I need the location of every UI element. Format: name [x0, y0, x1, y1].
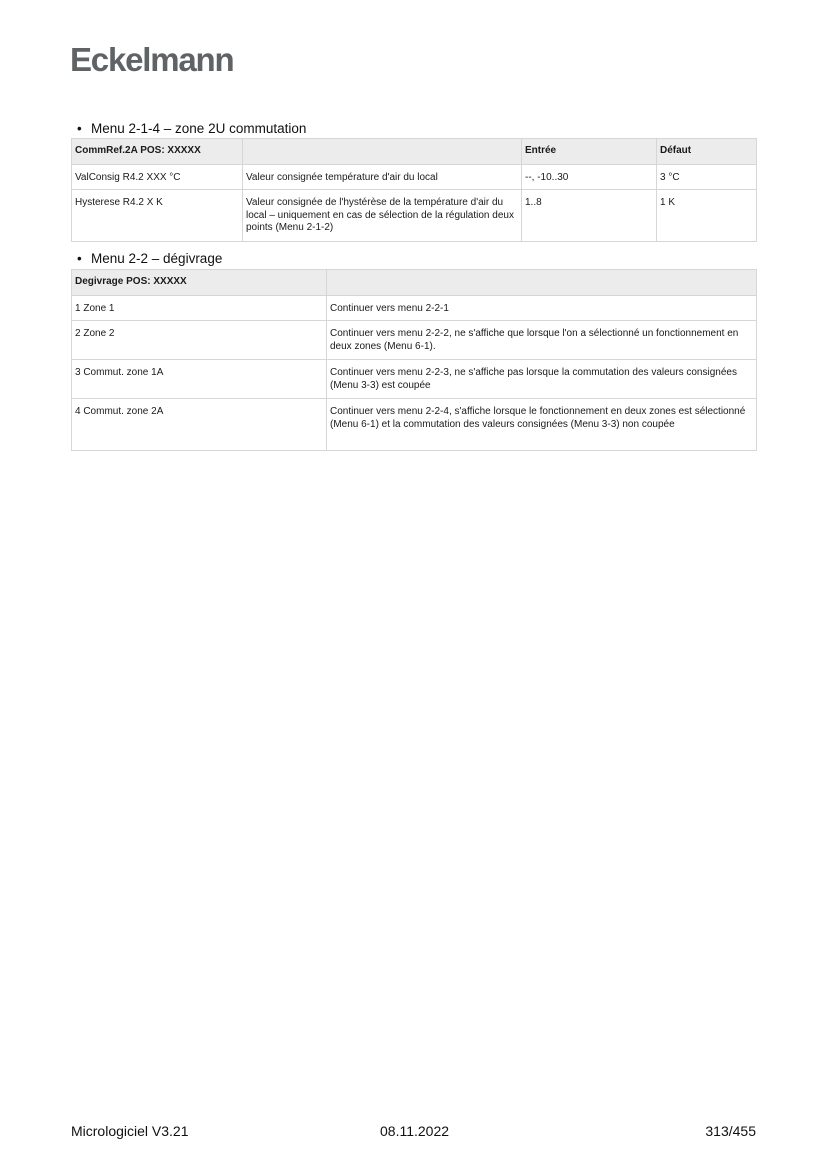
- eckelmann-logo: Eckelmann: [70, 41, 234, 78]
- bullet-icon: •: [77, 251, 82, 266]
- table-cell: 1..8: [522, 190, 657, 242]
- table-row: [72, 360, 757, 399]
- header-cell: Défaut: [657, 139, 757, 165]
- header-cell: [327, 270, 757, 296]
- table-cell: 2 Zone 2: [72, 321, 327, 360]
- table-cell: 1 Zone 1: [72, 296, 327, 321]
- section-heading-text: Menu 2-1-4 – zone 2U commutation: [91, 121, 307, 136]
- table-cell: Continuer vers menu 2-2-4, s'affiche lorsque le fonctionnement en deux zones est sélectionné (Menu 6-1) et la commutation des valeurs consignées (Menu 3-3) non coupée: [327, 399, 757, 451]
- table-row: [72, 321, 757, 360]
- table-cell: 4 Commut. zone 2A: [72, 399, 327, 451]
- menu-2-2-table: [71, 269, 757, 451]
- header-cell: CommRef.2A POS: XXXXX: [72, 139, 243, 165]
- table-cell: ValConsig R4.2 XXX °C: [72, 165, 243, 190]
- table-cell: 3 °C: [657, 165, 757, 190]
- section-heading-menu-2-1-4: [77, 120, 306, 138]
- footer-page-number: 313/455: [705, 1123, 756, 1139]
- section-heading-text: Menu 2-2 – dégivrage: [91, 251, 223, 266]
- header-cell: Degivrage POS: XXXXX: [72, 270, 327, 296]
- table-cell: Continuer vers menu 2-2-2, ne s'affiche que lorsque l'on a sélectionné un fonctionnement en deux zones (Menu 6-1).: [327, 321, 757, 360]
- table-header-row: [72, 139, 757, 165]
- footer-firmware-version: Micrologiciel V3.21: [71, 1123, 189, 1139]
- table-cell: Hysterese R4.2 X K: [72, 190, 243, 242]
- table-cell: Valeur consignée température d'air du local: [243, 165, 522, 190]
- table-row: [72, 399, 757, 451]
- table-cell: 3 Commut. zone 1A: [72, 360, 327, 399]
- header-cell: [243, 139, 522, 165]
- table-header-row: [72, 270, 757, 296]
- table-row: [72, 190, 757, 242]
- table-cell: Continuer vers menu 2-2-3, ne s'affiche pas lorsque la commutation des valeurs consignées (Menu 3-3) est coupée: [327, 360, 757, 399]
- footer-date: 08.11.2022: [380, 1123, 450, 1139]
- table-cell: --, -10..30: [522, 165, 657, 190]
- table-cell: 1 K: [657, 190, 757, 242]
- header-cell: Entrée: [522, 139, 657, 165]
- table-cell: Valeur consignée de l'hystérèse de la température d'air du local – uniquement en cas de sélection de la régulation deux points (Menu 2-1-2): [243, 190, 522, 242]
- table-row: [72, 165, 757, 190]
- menu-2-1-4-table: [71, 138, 757, 242]
- bullet-icon: •: [77, 121, 82, 136]
- table-cell: Continuer vers menu 2-2-1: [327, 296, 757, 321]
- section-heading-menu-2-2: [77, 250, 222, 268]
- table-row: [72, 296, 757, 321]
